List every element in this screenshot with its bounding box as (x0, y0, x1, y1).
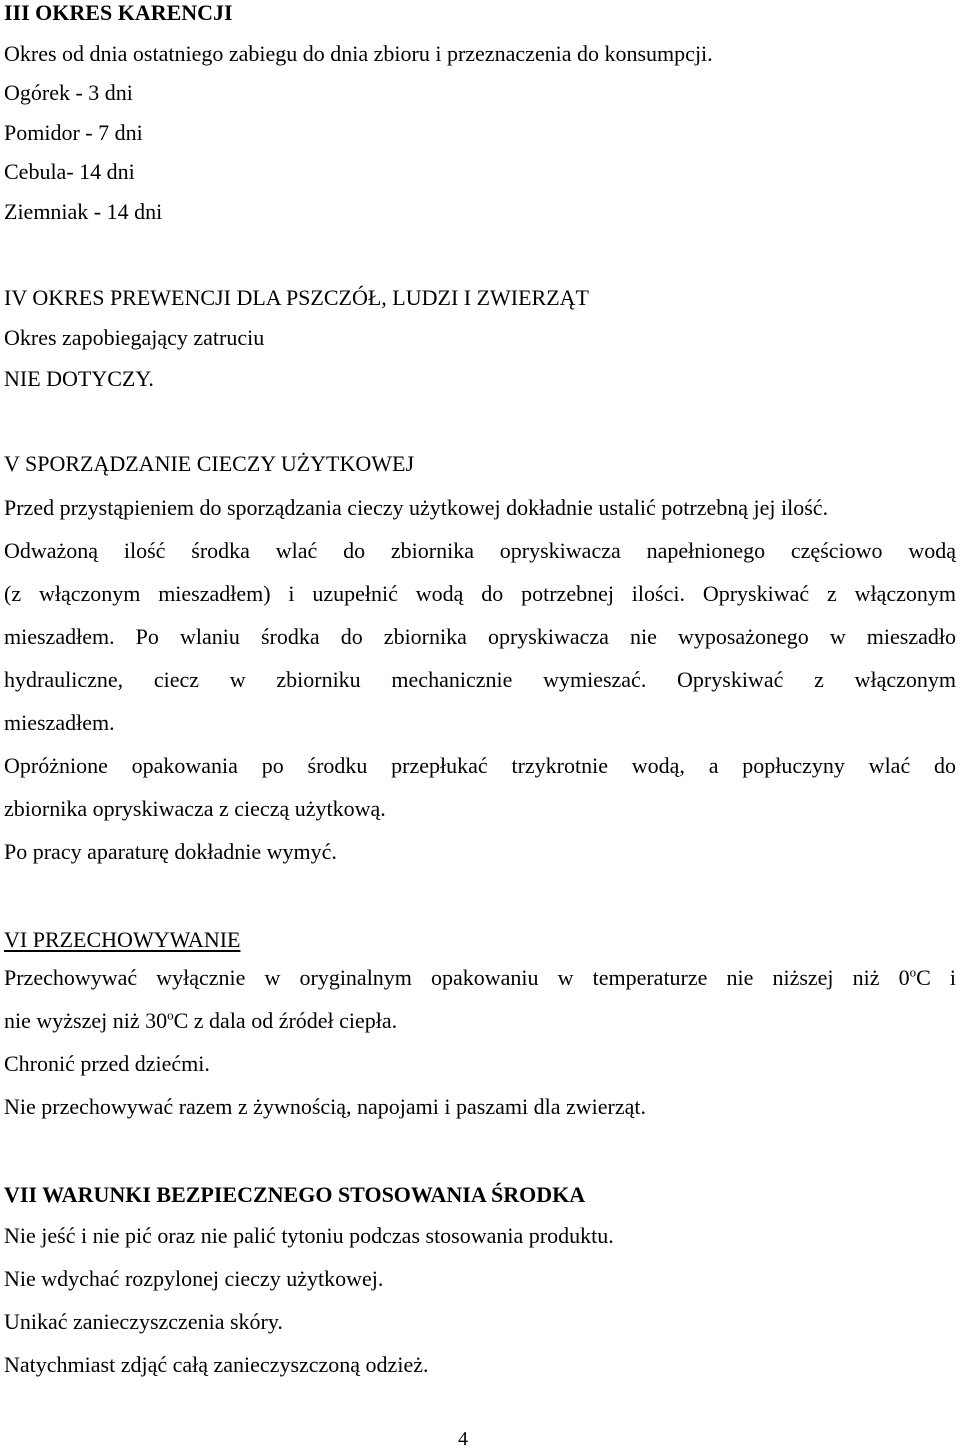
karencja-item-onion: Cebula- 14 dni (4, 159, 135, 184)
section-5-line: mieszadłem. (4, 710, 115, 735)
section-5-line: Po pracy aparaturę dokładnie wymyć. (4, 839, 337, 864)
section-5-line: zbiornika opryskiwacza z cieczą użytkową. (4, 796, 386, 821)
section-5-line: Opróżnione opakowania po środku przepłukać trzykrotnie wodą, a popłuczyny wlać do (4, 753, 956, 778)
section-4-heading: IV OKRES PREWENCJI DLA PSZCZÓŁ, LUDZI I ZWIERZĄT (4, 285, 589, 310)
karencja-item-potato: Ziemniak - 14 dni (4, 199, 163, 224)
storage-temperature-line-2 (4, 999, 956, 1042)
section-5-line: (z włączonym mieszadłem) i uzupełnić wodą do potrzebnej ilości. Opryskiwać z włączonym (4, 581, 956, 606)
storage-text-3: C z dala od źródeł ciepła. (173, 1008, 398, 1033)
page-number: 4 (458, 1428, 468, 1450)
section-5-line: Przed przystąpieniem do sporządzania cieczy użytkowej dokładnie ustalić potrzebną jej ilość. (4, 495, 829, 520)
storage-unit: C i (916, 965, 956, 990)
karencja-item-tomato: Pomidor - 7 dni (4, 120, 143, 145)
degree-sup-2: o (167, 1007, 174, 1023)
storage-children-line: Chronić przed dziećmi. (4, 1051, 210, 1076)
section-3-heading: III OKRES KARENCJI (4, 0, 233, 25)
section-6-heading: VI PRZECHOWYWANIE (4, 927, 241, 952)
section-5-heading: V SPORZĄDZANIE CIECZY UŻYTKOWEJ (4, 451, 415, 476)
karencja-description: Okres od dnia ostatniego zabiegu do dnia zbioru i przeznaczenia do konsumpcji. (4, 41, 713, 66)
storage-text: Przechowywać wyłącznie w oryginalnym opakowaniu w temperaturze nie niższej niż 0 (4, 965, 910, 990)
storage-text-2: nie wyższej niż 30 (4, 1008, 168, 1033)
prevention-description: Okres zapobiegający zatruciu (4, 325, 265, 350)
storage-food-line: Nie przechowywać razem z żywnością, napojami i paszami dla zwierząt. (4, 1094, 646, 1119)
safety-line: Nie jeść i nie pić oraz nie palić tytoniu podczas stosowania produktu. (4, 1223, 614, 1248)
safety-line: Natychmiast zdjąć całą zanieczyszczoną odzież. (4, 1352, 429, 1377)
section-5-line: Odważoną ilość środka wlać do zbiornika opryskiwacza napełnionego częściowo wodą (4, 538, 956, 563)
section-7-body (4, 1214, 956, 1386)
prevention-not-applicable: NIE DOTYCZY. (4, 366, 154, 391)
storage-temperature-line (4, 956, 956, 999)
safety-line: Unikać zanieczyszczenia skóry. (4, 1309, 283, 1334)
section-6-body (4, 956, 956, 1128)
degree-sup: o (909, 964, 917, 980)
section-5-body (4, 486, 956, 873)
section-7-heading: VII WARUNKI BEZPIECZNEGO STOSOWANIA ŚRODKA (4, 1182, 586, 1207)
section-5-line: mieszadłem. Po wlaniu środka do zbiornika opryskiwacza nie wyposażonego w mieszadło (4, 624, 956, 649)
safety-line: Nie wdychać rozpylonej cieczy użytkowej. (4, 1266, 384, 1291)
section-5-line: hydrauliczne, ciecz w zbiorniku mechanicznie wymieszać. Opryskiwać z włączonym (4, 667, 956, 692)
karencja-item-cucumber: Ogórek - 3 dni (4, 80, 133, 105)
